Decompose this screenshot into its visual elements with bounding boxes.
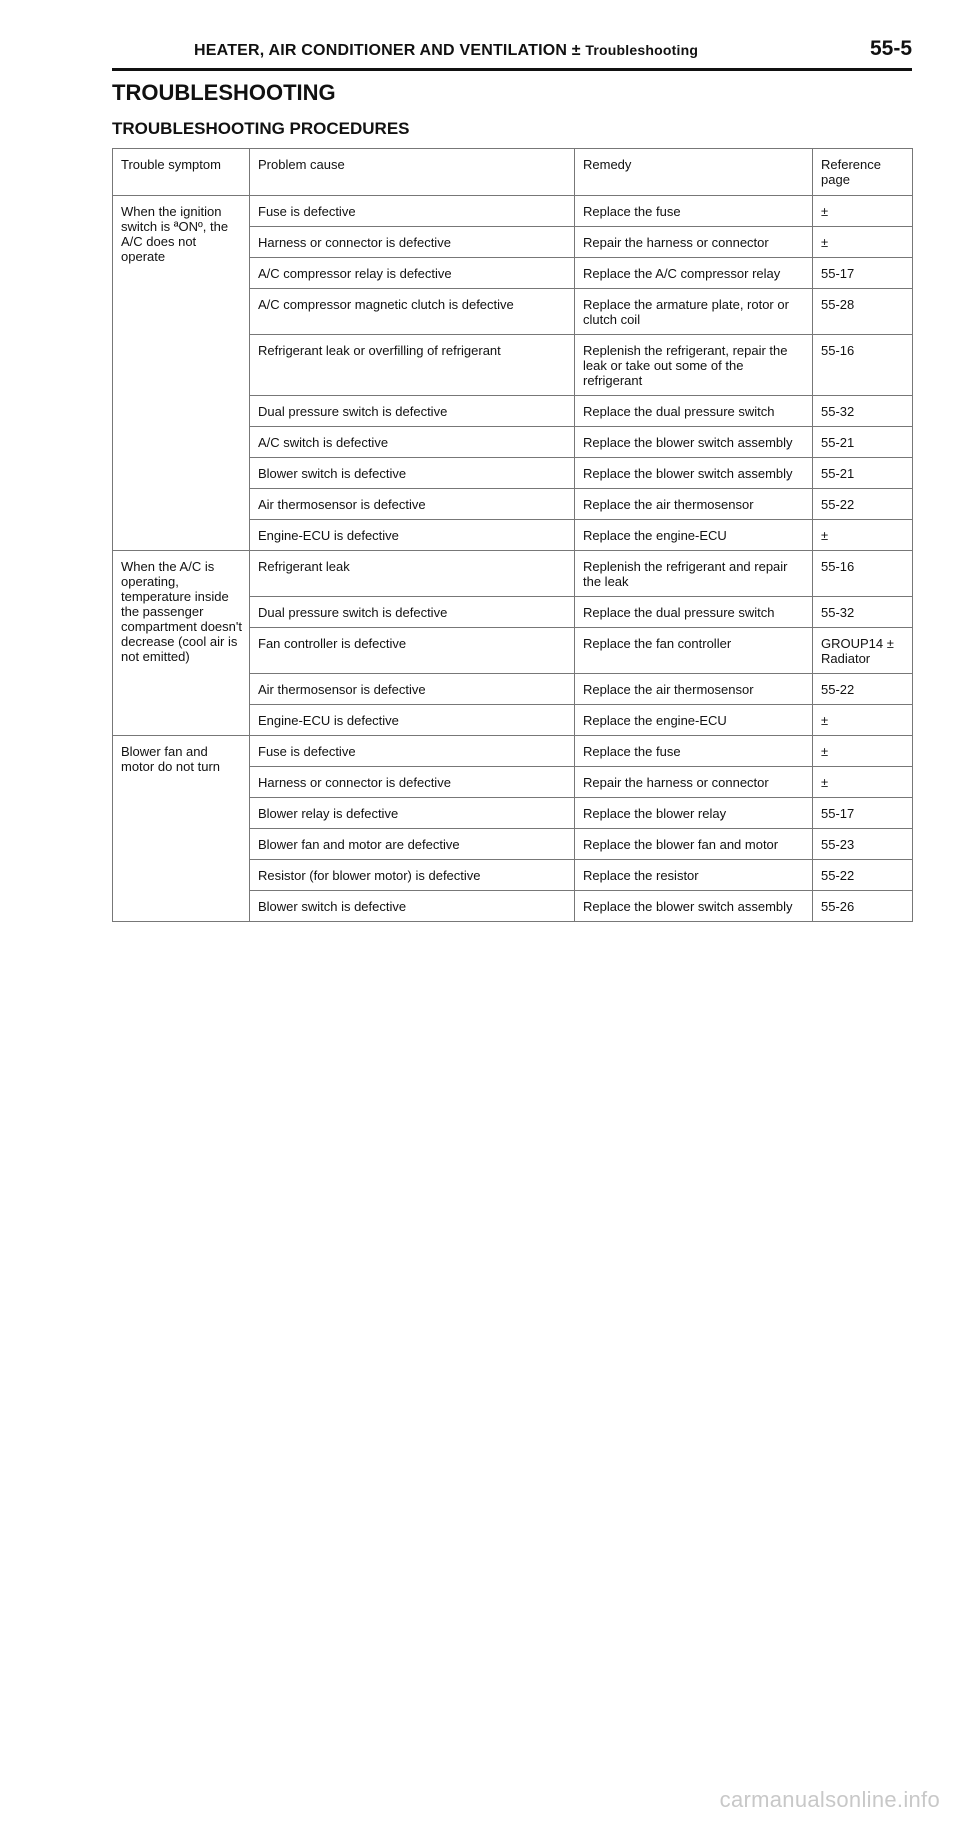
problem-cause-cell: Harness or connector is defective xyxy=(250,767,575,798)
table-header-row xyxy=(113,149,913,196)
problem-cause-cell: Blower switch is defective xyxy=(250,891,575,922)
problem-cause-cell: Engine-ECU is defective xyxy=(250,520,575,551)
remedy-cell: Replace the fuse xyxy=(575,736,813,767)
remedy-cell: Replace the dual pressure switch xyxy=(575,597,813,628)
remedy-cell: Replace the blower switch assembly xyxy=(575,891,813,922)
reference-page-cell: ± xyxy=(813,767,913,798)
remedy-cell: Replace the A/C compressor relay xyxy=(575,258,813,289)
column-header: Problem cause xyxy=(250,149,575,196)
trouble-symptom-cell: Blower fan and motor do not turn xyxy=(113,736,250,922)
column-header: Trouble symptom xyxy=(113,149,250,196)
reference-page-cell: 55-17 xyxy=(813,798,913,829)
reference-page-cell: 55-22 xyxy=(813,860,913,891)
remedy-cell: Replace the blower switch assembly xyxy=(575,458,813,489)
troubleshooting-table xyxy=(112,148,913,922)
page-header xyxy=(112,36,912,71)
reference-page-cell: 55-26 xyxy=(813,891,913,922)
table-row xyxy=(113,196,913,227)
remedy-cell: Replace the resistor xyxy=(575,860,813,891)
problem-cause-cell: Dual pressure switch is defective xyxy=(250,597,575,628)
problem-cause-cell: Resistor (for blower motor) is defective xyxy=(250,860,575,891)
problem-cause-cell: Fuse is defective xyxy=(250,196,575,227)
problem-cause-cell: Refrigerant leak or overfilling of refrigerant xyxy=(250,335,575,396)
remedy-cell: Replace the armature plate, rotor or clutch coil xyxy=(575,289,813,335)
header-title xyxy=(194,42,698,60)
reference-page-cell: GROUP14 ± Radiator xyxy=(813,628,913,674)
problem-cause-cell: A/C switch is defective xyxy=(250,427,575,458)
reference-page-cell: ± xyxy=(813,705,913,736)
remedy-cell: Replace the engine-ECU xyxy=(575,705,813,736)
reference-page-cell: 55-21 xyxy=(813,427,913,458)
reference-page-cell: 55-32 xyxy=(813,597,913,628)
remedy-cell: Replace the blower relay xyxy=(575,798,813,829)
table-row xyxy=(113,736,913,767)
problem-cause-cell: Fuse is defective xyxy=(250,736,575,767)
problem-cause-cell: Air thermosensor is defective xyxy=(250,489,575,520)
reference-page-cell: ± xyxy=(813,520,913,551)
problem-cause-cell: Air thermosensor is defective xyxy=(250,674,575,705)
reference-page-cell: 55-16 xyxy=(813,551,913,597)
problem-cause-cell: Fan controller is defective xyxy=(250,628,575,674)
reference-page-cell: 55-16 xyxy=(813,335,913,396)
remedy-cell: Replace the engine-ECU xyxy=(575,520,813,551)
problem-cause-cell: Engine-ECU is defective xyxy=(250,705,575,736)
reference-page-cell: 55-32 xyxy=(813,396,913,427)
problem-cause-cell: Dual pressure switch is defective xyxy=(250,396,575,427)
problem-cause-cell: Refrigerant leak xyxy=(250,551,575,597)
reference-page-cell: ± xyxy=(813,227,913,258)
column-header: Remedy xyxy=(575,149,813,196)
remedy-cell: Replace the blower fan and motor xyxy=(575,829,813,860)
remedy-cell: Repair the harness or connector xyxy=(575,227,813,258)
reference-page-cell: 55-23 xyxy=(813,829,913,860)
reference-page-cell: ± xyxy=(813,736,913,767)
remedy-cell: Replace the air thermosensor xyxy=(575,489,813,520)
trouble-symptom-cell: When the A/C is operating, temperature inside the passenger compartment doesn't decrease (cool air is not emitted) xyxy=(113,551,250,736)
table-row xyxy=(113,551,913,597)
header-subsection: Troubleshooting xyxy=(585,42,699,58)
reference-page-cell: 55-22 xyxy=(813,489,913,520)
reference-page-cell: 55-21 xyxy=(813,458,913,489)
reference-page-cell: 55-17 xyxy=(813,258,913,289)
reference-page-cell: 55-22 xyxy=(813,674,913,705)
problem-cause-cell: A/C compressor relay is defective xyxy=(250,258,575,289)
reference-page-cell: ± xyxy=(813,196,913,227)
page-title: TROUBLESHOOTING xyxy=(112,80,336,105)
trouble-symptom-cell: When the ignition switch is ªONº, the A/C does not operate xyxy=(113,196,250,551)
problem-cause-cell: Blower switch is defective xyxy=(250,458,575,489)
remedy-cell: Replace the dual pressure switch xyxy=(575,396,813,427)
watermark: carmanualsonline.info xyxy=(719,1787,940,1812)
page-number: 55-5 xyxy=(869,37,912,60)
problem-cause-cell: A/C compressor magnetic clutch is defective xyxy=(250,289,575,335)
reference-page-cell: 55-28 xyxy=(813,289,913,335)
section-title: TROUBLESHOOTING PROCEDURES xyxy=(112,119,410,138)
remedy-cell: Replace the fan controller xyxy=(575,628,813,674)
remedy-cell: Replace the air thermosensor xyxy=(575,674,813,705)
problem-cause-cell: Blower relay is defective xyxy=(250,798,575,829)
table-body xyxy=(113,196,913,922)
remedy-cell: Replenish the refrigerant, repair the leak or take out some of the refrigerant xyxy=(575,335,813,396)
remedy-cell: Replace the blower switch assembly xyxy=(575,427,813,458)
remedy-cell: Replenish the refrigerant and repair the leak xyxy=(575,551,813,597)
header-section-title: HEATER, AIR CONDITIONER AND VENTILATION ± xyxy=(194,42,581,59)
remedy-cell: Replace the fuse xyxy=(575,196,813,227)
remedy-cell: Repair the harness or connector xyxy=(575,767,813,798)
problem-cause-cell: Blower fan and motor are defective xyxy=(250,829,575,860)
column-header: Reference page xyxy=(813,149,913,196)
problem-cause-cell: Harness or connector is defective xyxy=(250,227,575,258)
